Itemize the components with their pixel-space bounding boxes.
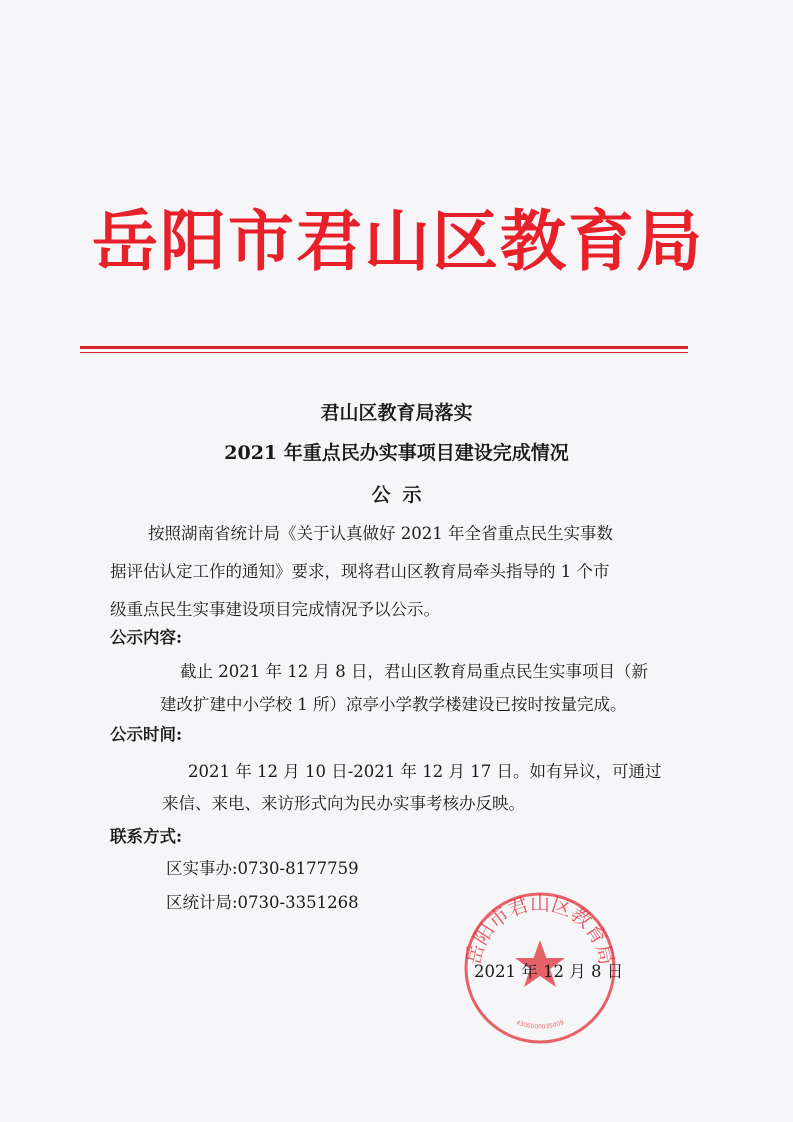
intro-line-3: 级重点民生实事建设项目完成情况予以公示。: [110, 600, 440, 619]
intro-line-2: 据评估认定工作的通知》要求，现将君山区教育局牵头指导的 1 个市: [110, 562, 610, 581]
contact-office: 区实事办:0730-8177759: [166, 859, 359, 878]
seal-number: 4306000035009: [515, 1019, 565, 1031]
letterhead-title: 岳阳市君山区教育局: [92, 202, 704, 280]
notice-title-line1: 君山区教育局落实: [320, 402, 473, 424]
notice-title-line2: 2021 年重点民办实事项目建设完成情况: [224, 442, 569, 464]
contact-heading: 联系方式:: [110, 827, 183, 846]
time-line-1: 2021 年 12 月 10 日-2021 年 12 月 17 日。如有异议，可通过: [188, 762, 662, 781]
content-heading: 公示内容:: [110, 628, 183, 647]
time-line-2: 来信、来电、来访形式向为民办实事考核办反映。: [162, 794, 525, 813]
letterhead-rule-thick: [80, 346, 688, 349]
letterhead-rule-thin: [80, 352, 688, 353]
notice-title-line3: 公示: [371, 484, 434, 506]
contact-statistics: 区统计局:0730-3351268: [166, 893, 359, 912]
content-line-1: 截止 2021 年 12 月 8 日，君山区教育局重点民生实事项目（新: [180, 662, 648, 681]
signature-date: 2021 年 12 月 8 日: [474, 962, 624, 981]
content-line-2: 建改扩建中小学校 1 所）凉亭小学教学楼建设已按时按量完成。: [160, 695, 627, 714]
time-heading: 公示时间:: [110, 725, 183, 744]
intro-line-1: 按照湖南省统计局《关于认真做好 2021 年全省重点民生实事数: [148, 524, 613, 543]
seal-text: 岳阳市君山区教育局: [460, 891, 620, 967]
